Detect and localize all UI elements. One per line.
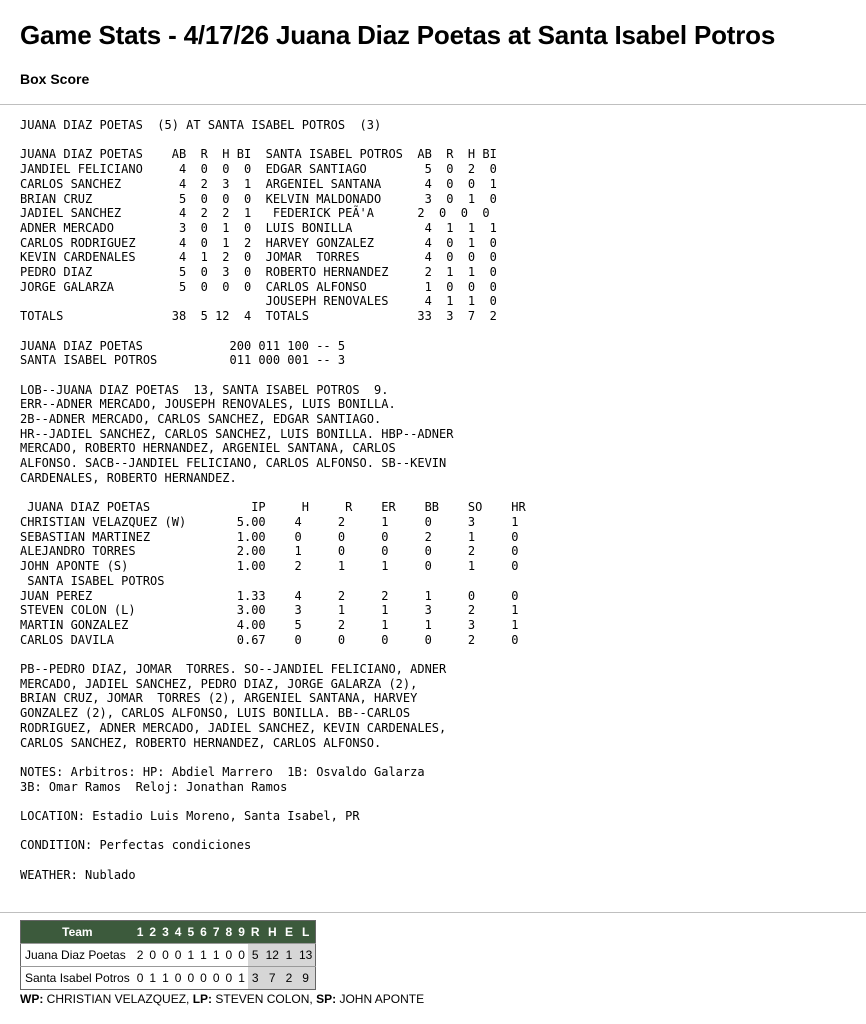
box-score-line: CARLOS SANCHEZ 4 2 3 1 ARGENIEL SANTANA 4 0 0 1 [20, 176, 497, 191]
box-score-line: JUANA DIAZ POETAS 200 011 100 -- 5 [20, 338, 346, 353]
linescore-header-inning: 8 [223, 921, 236, 944]
inning-score: 0 [197, 967, 210, 990]
box-score-line: CARLOS DAVILA 0.67 0 0 0 0 2 0 [20, 632, 519, 647]
box-score-line: RODRIGUEZ, ADNER MERCADO, JADIEL SANCHEZ, KEVIN CARDENALES, [20, 720, 447, 735]
box-score-line: LOB--JUANA DIAZ POETAS 13, SANTA ISABEL POTROS 9. [20, 382, 389, 397]
box-score-line: HR--JADIEL SANCHEZ, CARLOS SANCHEZ, LUIS BONILLA. HBP--ADNER [20, 426, 454, 441]
linescore-row-away [21, 944, 316, 967]
box-score-line: CHRISTIAN VELAZQUEZ (W) 5.00 4 2 1 0 3 1 [20, 514, 519, 529]
box-score-line: 2B--ADNER MERCADO, CARLOS SANCHEZ, EDGAR SANTIAGO. [20, 412, 382, 427]
box-score-line: SANTA ISABEL POTROS [20, 573, 165, 588]
box-score-line: JADIEL SANCHEZ 4 2 2 1 FEDERICK PEÃ'A 2 0 0 0 [20, 206, 490, 221]
linescore-header-lob: L [296, 921, 316, 944]
box-score-line: ADNER MERCADO 3 0 1 0 LUIS BONILLA 4 1 1 1 [20, 220, 497, 235]
linescore-header-inning: 4 [172, 921, 185, 944]
inning-score: 0 [235, 944, 248, 967]
box-score-line: PEDRO DIAZ 5 0 3 0 ROBERTO HERNANDEZ 2 1 1 0 [20, 265, 497, 280]
box-score-line: STEVEN COLON (L) 3.00 3 1 1 3 2 1 [20, 603, 519, 618]
linescore-header-errors: E [282, 921, 296, 944]
winning-pitcher-label: WP: [20, 992, 44, 1006]
inning-score: 1 [235, 967, 248, 990]
linescore-table [20, 920, 316, 990]
winning-pitcher: CHRISTIAN VELAZQUEZ, [46, 992, 190, 1006]
box-score-line: MARTIN GONZALEZ 4.00 5 2 1 1 3 1 [20, 617, 519, 632]
box-score-line: PB--PEDRO DIAZ, JOMAR TORRES. SO--JANDIEL FELICIANO, ADNER [20, 662, 447, 677]
inning-score: 1 [210, 944, 223, 967]
inning-score: 0 [172, 944, 185, 967]
inning-score: 0 [172, 967, 185, 990]
box-score-line: JORGE GALARZA 5 0 0 0 CARLOS ALFONSO 1 0 0 0 [20, 279, 497, 294]
errors-total: 2 [282, 967, 296, 990]
box-score-line: KEVIN CARDENALES 4 1 2 0 JOMAR TORRES 4 0 0 0 [20, 250, 497, 265]
box-score-line: JOUSEPH RENOVALES 4 1 1 0 [20, 294, 497, 309]
box-score-text [20, 118, 526, 883]
box-score-line: BRIAN CRUZ 5 0 0 0 KELVIN MALDONADO 3 0 1 0 [20, 191, 497, 206]
page-title: Game Stats - 4/17/26 Juana Diaz Poetas at Santa Isabel Potros [20, 20, 776, 50]
hits-total: 12 [263, 944, 282, 967]
box-score-line: BRIAN CRUZ, JOMAR TORRES (2), ARGENIEL SANTANA, HARVEY [20, 691, 418, 706]
inning-score: 1 [197, 944, 210, 967]
linescore-header-hits: H [263, 921, 282, 944]
box-score-line: ALEJANDRO TORRES 2.00 1 0 0 0 2 0 [20, 544, 519, 559]
box-score-line: SEBASTIAN MARTINEZ 1.00 0 0 0 2 1 0 [20, 529, 519, 544]
linescore-header-row [21, 921, 316, 944]
box-score-line: ERR--ADNER MERCADO, JOUSEPH RENOVALES, LUIS BONILLA. [20, 397, 396, 412]
inning-score: 0 [159, 944, 172, 967]
linescore-header-runs: R [248, 921, 263, 944]
box-score-line: ALFONSO. SACB--JANDIEL FELICIANO, CARLOS ALFONSO. SB--KEVIN [20, 456, 447, 471]
box-score-line: JUANA DIAZ POETAS AB R H BI SANTA ISABEL POTROS AB R H BI [20, 147, 497, 162]
save-pitcher-label: SP: [316, 992, 337, 1006]
box-score-line: JANDIEL FELICIANO 4 0 0 0 EDGAR SANTIAGO 5 0 2 0 [20, 162, 497, 177]
box-score-line: CARLOS RODRIGUEZ 4 0 1 2 HARVEY GONZALEZ 4 0 1 0 [20, 235, 497, 250]
lob-total: 9 [296, 967, 316, 990]
box-score-line: JUAN PEREZ 1.33 4 2 2 1 0 0 [20, 588, 519, 603]
linescore-row-home [21, 967, 316, 990]
box-score-line: JUANA DIAZ POETAS (5) AT SANTA ISABEL POTROS (3) [20, 118, 382, 132]
linescore-header-inning: 5 [184, 921, 197, 944]
section-title-box-score: Box Score [20, 71, 90, 87]
divider [0, 912, 866, 913]
linescore-header-inning: 2 [146, 921, 159, 944]
lob-total: 13 [296, 944, 316, 967]
box-score-line: WEATHER: Nublado [20, 867, 136, 882]
box-score-line: NOTES: Arbitros: HP: Abdiel Marrero 1B: Osvaldo Galarza [20, 764, 425, 779]
box-score-line: TOTALS 38 5 12 4 TOTALS 33 3 7 2 [20, 309, 497, 324]
runs-total: 5 [248, 944, 263, 967]
box-score-line: JOHN APONTE (S) 1.00 2 1 1 0 1 0 [20, 559, 519, 574]
linescore-header-inning: 3 [159, 921, 172, 944]
hits-total: 7 [263, 967, 282, 990]
box-score-line: CARDENALES, ROBERTO HERNANDEZ. [20, 470, 237, 485]
pitching-decisions [20, 992, 424, 1006]
team-name: Juana Diaz Poetas [21, 944, 134, 967]
losing-pitcher-label: LP: [192, 992, 213, 1006]
box-score-line: CONDITION: Perfectas condiciones [20, 838, 252, 853]
box-score-line: GONZALEZ (2), CARLOS ALFONSO, LUIS BONILLA. BB--CARLOS [20, 706, 411, 721]
box-score-line: JUANA DIAZ POETAS IP H R ER BB SO HR [20, 500, 526, 515]
errors-total: 1 [282, 944, 296, 967]
inning-score: 1 [184, 944, 197, 967]
box-score-line: CARLOS SANCHEZ, ROBERTO HERNANDEZ, CARLOS ALFONSO. [20, 735, 382, 750]
linescore-header-inning: 1 [134, 921, 147, 944]
inning-score: 2 [134, 944, 147, 967]
linescore-header-inning: 9 [235, 921, 248, 944]
inning-score: 0 [146, 944, 159, 967]
inning-score: 1 [146, 967, 159, 990]
inning-score: 0 [223, 967, 236, 990]
box-score-line: 3B: Omar Ramos Reloj: Jonathan Ramos [20, 779, 288, 794]
box-score-line: SANTA ISABEL POTROS 011 000 001 -- 3 [20, 353, 346, 368]
inning-score: 0 [184, 967, 197, 990]
linescore-header-team: Team [21, 921, 134, 944]
inning-score: 1 [159, 967, 172, 990]
team-name: Santa Isabel Potros [21, 967, 134, 990]
losing-pitcher: STEVEN COLON, [215, 992, 313, 1006]
box-score-line: MERCADO, JADIEL SANCHEZ, PEDRO DIAZ, JORGE GALARZA (2), [20, 676, 418, 691]
save-pitcher: JOHN APONTE [339, 992, 425, 1006]
inning-score: 0 [210, 967, 223, 990]
inning-score: 0 [134, 967, 147, 990]
linescore-header-inning: 7 [210, 921, 223, 944]
runs-total: 3 [248, 967, 263, 990]
linescore-header-inning: 6 [197, 921, 210, 944]
inning-score: 0 [223, 944, 236, 967]
box-score-line: LOCATION: Estadio Luis Moreno, Santa Isabel, PR [20, 809, 360, 824]
divider [0, 104, 866, 105]
box-score-line: MERCADO, ROBERTO HERNANDEZ, ARGENIEL SANTANA, CARLOS [20, 441, 396, 456]
